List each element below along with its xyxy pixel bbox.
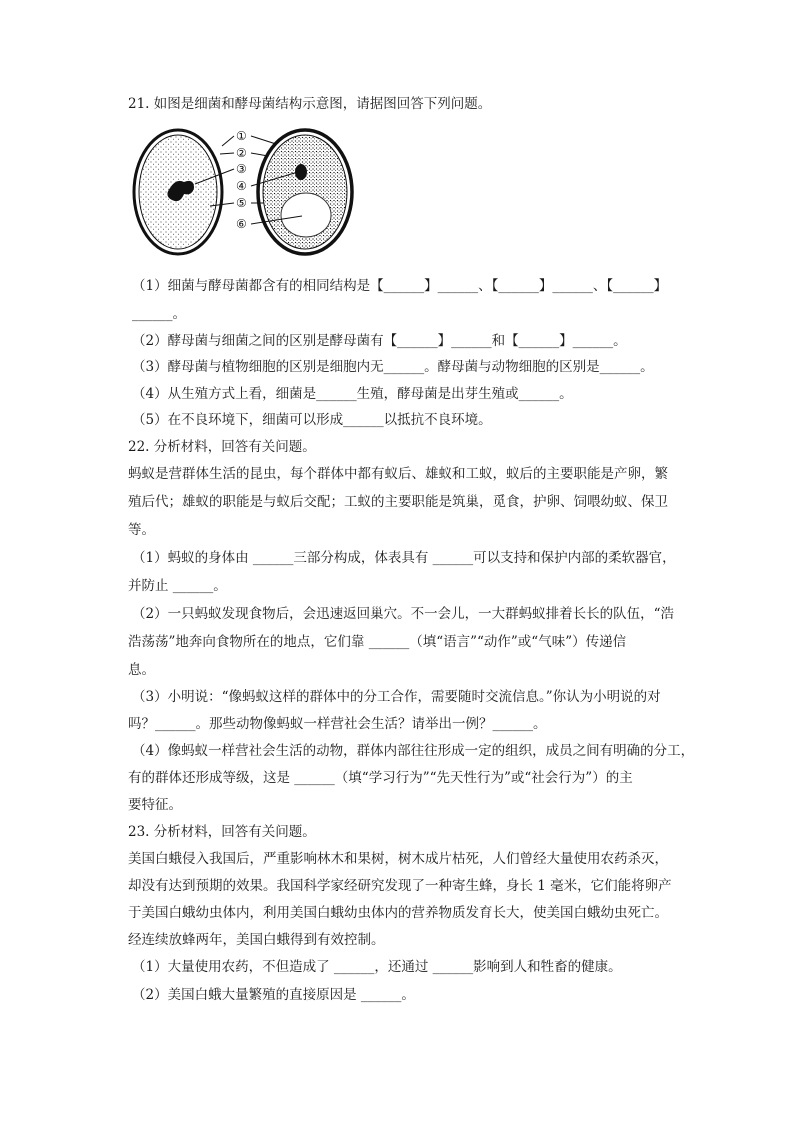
q21-part1-line2: ______。 [132,306,186,322]
label-4: ④ [236,179,247,193]
q21-title: 21. 如图是细菌和酵母菌结构示意图，请据图回答下列问题。 [128,96,492,112]
q22-part1-line2: 并防止 ______。 [128,578,227,594]
q21-part3: （3）酵母菌与植物细胞的区别是细胞内无______。酵母菌与动物细胞的区别是______。 [132,359,654,375]
q21-part1-line1: （1）细菌与酵母菌都含有的相同结构是【______】______、【______】______、【______】 [132,278,668,294]
q22-part4-line2: 有的群体还形成等级，这是 ______（填“学习行为”“先天性行为”或“社会行为”）的主 [128,770,633,786]
q22-part1-line1: （1）蚂蚁的身体由 ______三部分构成，体表具有 ______可以支持和保护内部的柔软器官， [132,550,676,566]
q23-title: 23. 分析材料，回答有关问题。 [128,824,316,840]
q22-part4-line1: （4）像蚂蚁一样营社会生活的动物，群体内部往往形成一定的组织，成员之间有明确的分工， [132,743,695,759]
q22-material-line3: 等。 [128,522,155,538]
q21-part5: （5）在不良环境下，细菌可以形成______以抵抗不良环境。 [132,412,492,428]
q22-part3-line1: （3）小明说：“像蚂蚁这样的群体中的分工合作，需要随时交流信息。”你认为小明说的对 [132,689,661,705]
yeast-cell [258,130,352,254]
q22-part2-line3: 息。 [128,662,155,678]
label-6: ⑥ [236,217,247,231]
q23-part2: （2）美国白蛾大量繁殖的直接原因是 ______。 [132,987,415,1003]
q21-part2: （2）酵母菌与细菌之间的区别是酵母菌有【______】______和【______】______。 [132,333,627,349]
q21-part4: （4）从生殖方式上看，细菌是______生殖，酵母菌是出芽生殖或______。 [132,386,573,402]
q23-material-line1: 美国白蛾侵入我国后，严重影响林木和果树，树木成片枯死，人们曾经大量使用农药杀灭， [128,851,668,867]
q23-material-line3: 于美国白蛾幼虫体内，利用美国白蛾幼虫体内的营养物质发育长大，使美国白蛾幼虫死亡。 [128,905,668,921]
q22-title: 22. 分析材料，回答有关问题。 [128,439,316,455]
q22-part2-line2: 浩荡荡”地奔向食物所在的地点，它们靠 ______（填“语言”“动作”或“气味”）传递信 [128,634,627,650]
q23-material-line2: 却没有达到预期的效果。我国科学家经研究发现了一种寄生蜂，身长 1 毫米，它们能将卵产 [128,878,672,894]
bacterium-cell [134,130,222,254]
q22-part3-line2: 吗？______。那些动物像蚂蚁一样营社会生活？请举出一例？______。 [128,716,547,732]
q22-material-line1: 蚂蚁是营群体生活的昆虫，每个群体中都有蚁后、雄蚁和工蚁，蚁后的主要职能是产卵，繁 [128,466,668,482]
label-5: ⑤ [236,196,247,210]
label-2: ② [236,146,247,160]
q23-material-line4: 经连续放蜂两年，美国白蛾得到有效控制。 [128,932,385,948]
q22-part4-line3: 要特征。 [128,797,182,813]
q23-part1: （1）大量使用农药，不但造成了 ______，还通过 ______影响到人和牲畜的健康。 [132,959,622,975]
q22-material-line2: 殖后代；雄蚁的职能是与蚁后交配；工蚁的主要职能是筑巢，觅食，护卵、饲喂幼蚁、保卫 [128,494,668,510]
bacteria-yeast-diagram [130,126,370,258]
label-3: ③ [236,162,247,176]
q22-part2-line1: （2）一只蚂蚁发现食物后，会迅速返回巢穴。不一会儿，一大群蚂蚁排着长长的队伍，“浩 [132,606,674,622]
label-1: ① [236,129,247,143]
